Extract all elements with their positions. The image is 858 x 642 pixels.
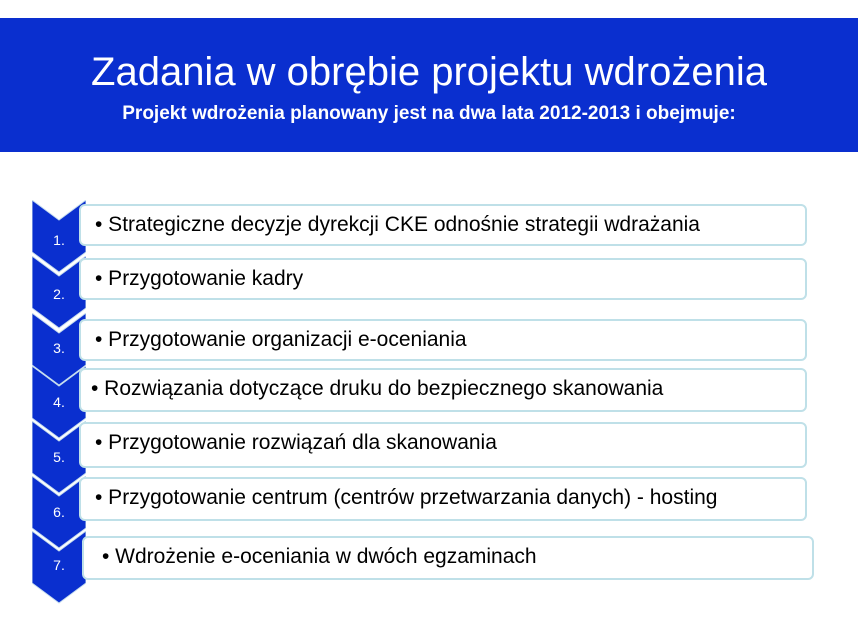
step-number-2: 2. <box>53 286 65 302</box>
step-number-7: 7. <box>53 557 65 573</box>
step-number-5: 5. <box>53 449 65 465</box>
step-number-3: 3. <box>53 340 65 356</box>
page-subtitle: Projekt wdrożenia planowany jest na dwa lata 2012-2013 i obejmuje: <box>122 103 736 124</box>
step-box-2: • Przygotowanie kadry <box>79 258 807 300</box>
step-box-6: • Przygotowanie centrum (centrów przetwarzania danych) - hosting <box>79 477 807 521</box>
step-box-1: • Strategiczne decyzje dyrekcji CKE odnośnie strategii wdrażania <box>79 204 807 246</box>
step-box-3: • Przygotowanie organizacji e-oceniania <box>79 319 807 361</box>
step-box-7: • Wdrożenie e-oceniania w dwóch egzaminach <box>82 536 814 580</box>
step-box-5: • Przygotowanie rozwiązań dla skanowania <box>79 422 807 468</box>
step-box-4: • Rozwiązania dotyczące druku do bezpiecznego skanowania <box>79 368 807 412</box>
step-number-1: 1. <box>53 232 65 248</box>
step-number-6: 6. <box>53 504 65 520</box>
page-title: Zadania w obrębie projektu wdrożenia <box>91 50 767 94</box>
step-number-4: 4. <box>53 394 65 410</box>
